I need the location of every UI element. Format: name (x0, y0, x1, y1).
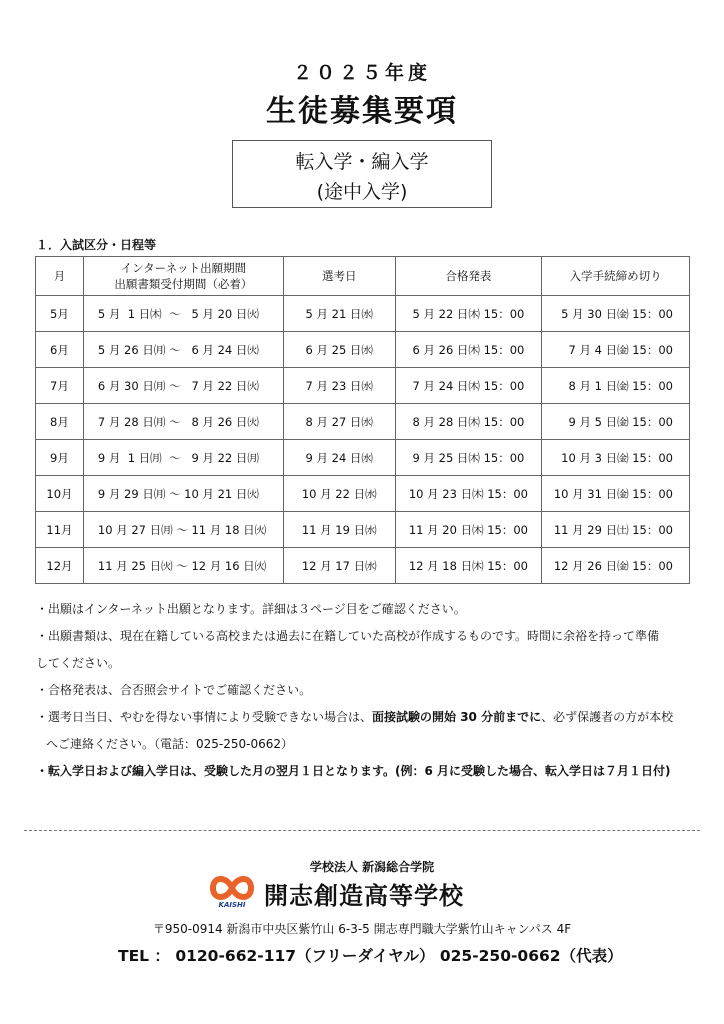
cell-month: 9月 (36, 440, 84, 476)
cell-exam-date: 9 月 24 日㈬ (283, 440, 395, 476)
header-period-line1: インターネット出願期間 (120, 261, 247, 275)
note-enrollment-date (36, 758, 696, 785)
cell-month: 8月 (36, 404, 84, 440)
cell-period: 9 月 1 日㈪ ～ 9 月 22 日㈪ (83, 440, 283, 476)
year-title: ２０２５年度 (292, 62, 431, 84)
note-online-application: ・出願はインターネット出願となります。詳細は３ページ目をご確認ください。 (36, 602, 466, 616)
cell-result: 12 月 18 日㈭ 15：00 (395, 548, 542, 584)
table-row (36, 440, 690, 476)
cell-deadline: 9 月 5 日㈮ 15：00 (542, 404, 690, 440)
cell-exam-date: 5 月 21 日㈬ (283, 296, 395, 332)
table-row (36, 548, 690, 584)
cell-period: 10 月 27 日㈪ ～ 11 月 18 日㈫ (83, 512, 283, 548)
cell-result: 9 月 25 日㈭ 15：00 (395, 440, 542, 476)
table-row (36, 296, 690, 332)
note-enrollment-date-text: ・転入学日および編入学日は、受験した月の翌月１日となります。(例：6 月に受験した場合、転入学日は７月１日付) (36, 764, 671, 778)
cell-deadline: 7 月 4 日㈮ 15：00 (542, 332, 690, 368)
header-deadline: 入学手続締め切り (542, 257, 690, 296)
table-header-row (36, 257, 690, 296)
cell-exam-date: 6 月 25 日㈬ (283, 332, 395, 368)
note-absence (36, 704, 696, 731)
cell-month: 6月 (36, 332, 84, 368)
schedule-table (35, 256, 690, 584)
cell-result: 6 月 26 日㈭ 15：00 (395, 332, 542, 368)
organization-name: 学校法人 新潟総合学院 (309, 860, 435, 874)
cell-deadline: 11 月 29 日㈯ 15：00 (542, 512, 690, 548)
cell-period: 6 月 30 日㈪ ～ 7 月 22 日㈫ (83, 368, 283, 404)
notes (36, 596, 696, 785)
cell-period: 7 月 28 日㈪ ～ 8 月 26 日㈫ (83, 404, 283, 440)
cell-result: 7 月 24 日㈭ 15：00 (395, 368, 542, 404)
cell-month: 7月 (36, 368, 84, 404)
cell-period: 5 月 1 日㈭ ～ 5 月 20 日㈫ (83, 296, 283, 332)
cell-deadline: 12 月 26 日㈮ 15：00 (542, 548, 690, 584)
note-absence-bold: 面接試験の開始 30 分前までに (372, 710, 542, 724)
cell-deadline: 10 月 31 日㈮ 15：00 (542, 476, 690, 512)
note-absence-cont: へご連絡ください。（電話：025-250-0662） (46, 737, 294, 751)
cell-period: 5 月 26 日㈪ ～ 6 月 24 日㈫ (83, 332, 283, 368)
note-results: ・合格発表は、合否照会サイトでご確認ください。 (36, 683, 312, 697)
cell-month: 10月 (36, 476, 84, 512)
logo-text: KAISHI (218, 901, 246, 908)
header-result: 合格発表 (395, 257, 542, 296)
table-row (36, 512, 690, 548)
cell-result: 8 月 28 日㈭ 15：00 (395, 404, 542, 440)
table-row (36, 332, 690, 368)
cell-deadline: 5 月 30 日㈮ 15：00 (542, 296, 690, 332)
cell-deadline: 8 月 1 日㈮ 15：00 (542, 368, 690, 404)
admission-type-line1: 転入学・編入学 (295, 151, 429, 173)
header-exam-date: 選考日 (283, 257, 395, 296)
cell-exam-date: 8 月 27 日㈬ (283, 404, 395, 440)
note-documents: ・出願書類は、現在在籍している高校または過去に在籍していた高校が作成するものです。時間に余裕を持って準備 (36, 629, 660, 643)
school-telephone: TEL ： 0120-662-117（フリーダイヤル） 025-250-0662（代表） (118, 947, 623, 965)
school-name: 開志創造高等学校 (264, 882, 464, 910)
cell-exam-date: 12 月 17 日㈬ (283, 548, 395, 584)
school-address: 〒950-0914 新潟市中央区紫竹山 6-3-5 開志専門職大学紫竹山キャンパス 4F (152, 922, 572, 936)
cell-result: 10 月 23 日㈭ 15：00 (395, 476, 542, 512)
page-title: 生徒募集要項 (266, 94, 458, 129)
table-row (36, 476, 690, 512)
note-documents-cont: してください。 (36, 656, 121, 670)
header-period (83, 257, 283, 296)
cell-period: 11 月 25 日㈫ ～ 12 月 16 日㈫ (83, 548, 283, 584)
cell-result: 5 月 22 日㈭ 15：00 (395, 296, 542, 332)
cell-month: 12月 (36, 548, 84, 584)
header-period-line2: 出願書類受付期間（必着） (114, 277, 253, 291)
cell-exam-date: 11 月 19 日㈬ (283, 512, 395, 548)
header-month: 月 (36, 257, 84, 296)
kaishi-logo-icon (205, 868, 259, 908)
cell-period: 9 月 29 日㈪ ～ 10 月 21 日㈫ (83, 476, 283, 512)
cell-deadline: 10 月 3 日㈮ 15：00 (542, 440, 690, 476)
cell-exam-date: 7 月 23 日㈬ (283, 368, 395, 404)
cell-month: 11月 (36, 512, 84, 548)
table-row (36, 368, 690, 404)
table-row (36, 404, 690, 440)
admission-type-box (232, 140, 492, 208)
divider (24, 830, 700, 831)
cell-month: 5月 (36, 296, 84, 332)
admission-type-line2: (途中入学) (316, 181, 408, 203)
cell-result: 11 月 20 日㈭ 15：00 (395, 512, 542, 548)
cell-exam-date: 10 月 22 日㈬ (283, 476, 395, 512)
logo-infinity-mark (213, 879, 251, 897)
section-title: １．入試区分・日程等 (36, 238, 157, 252)
note-absence-post: 、必ず保護者の方が本校 (541, 710, 674, 724)
note-absence-pre: ・選考日当日、やむを得ない事情により受験できない場合は、 (36, 710, 373, 724)
